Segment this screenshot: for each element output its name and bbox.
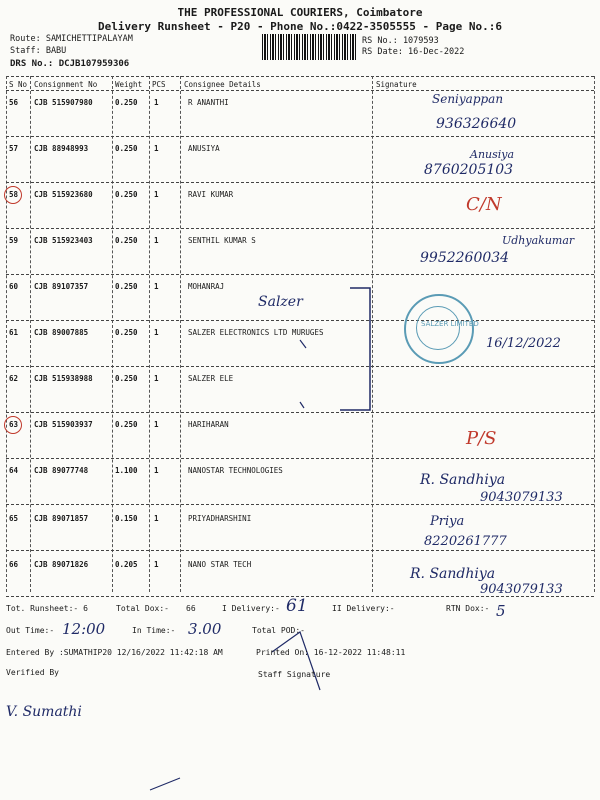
handwritten-phone: 9043079133: [480, 582, 563, 597]
row-consignment: CJB 515923403: [34, 236, 93, 245]
row-pcs: 1: [154, 514, 159, 523]
row-weight: 0.250: [115, 144, 138, 153]
col-consignee: Consignee Details: [184, 80, 261, 89]
handwritten-phone: 8220261777: [424, 534, 507, 549]
handwritten-signature: R. Sandhiya: [410, 566, 496, 582]
row-consignee: SALZER ELECTRONICS LTD MURUGES: [188, 328, 324, 337]
total-dox-value: 66: [186, 604, 196, 613]
row-sno: 65: [9, 514, 19, 523]
row-sno: 64: [9, 466, 19, 475]
row-pcs: 1: [154, 466, 159, 475]
row-consignee: HARIHARAN: [188, 420, 229, 429]
col-pcs: PCS: [152, 80, 166, 89]
row-weight: 0.150: [115, 514, 138, 523]
row-consignee: SALZER ELE: [188, 374, 234, 383]
row-weight: 0.250: [115, 282, 138, 291]
tot-runsheet: Tot. Runsheet:- 6: [6, 604, 88, 613]
row-pcs: 1: [154, 374, 159, 383]
i-delivery-value: 61: [286, 596, 308, 616]
row-consignment: CJB 515923680: [34, 190, 93, 199]
verifier-signature: V. Sumathi: [6, 704, 82, 720]
row-consignment: CJB 515903937: [34, 420, 93, 429]
out-time-label: Out Time:-: [6, 626, 55, 635]
row-sno: 58: [9, 190, 19, 199]
row-weight: 0.250: [115, 374, 138, 383]
row-pcs: 1: [154, 98, 159, 107]
in-time-value: 3.00: [188, 620, 222, 638]
row-consignee: RAVI KUMAR: [188, 190, 234, 199]
rs-number: RS No.: 1079593: [362, 36, 439, 46]
company-title: THE PROFESSIONAL COURIERS, Coimbatore: [177, 6, 423, 19]
handwritten-phone: 9043079133: [480, 490, 563, 505]
col-sno: S No: [9, 80, 28, 89]
row-weight: 0.250: [115, 236, 138, 245]
handwritten-signature: Seniyappan: [432, 92, 504, 106]
staff-signature-label: Staff Signature: [258, 670, 331, 679]
handwritten-signature: R. Sandhiya: [420, 472, 506, 488]
row-consignee: SENTHIL KUMAR S: [188, 236, 256, 245]
i-delivery-label: I Delivery:-: [222, 604, 280, 613]
handwritten-phone: 9952260034: [420, 250, 510, 266]
rtn-dox-label: RTN Dox:-: [446, 604, 490, 613]
row-consignment: CJB 89077748: [34, 466, 89, 475]
row-consignment: CJB 89107357: [34, 282, 89, 291]
company-stamp: [404, 294, 474, 364]
staff-label: Staff: BABU: [10, 46, 67, 56]
row-weight: 0.250: [115, 98, 138, 107]
handwritten-signature: Anusiya: [470, 148, 515, 161]
rtn-dox-value: 5: [496, 602, 506, 620]
row-sno: 62: [9, 374, 19, 383]
row-consignee: NANOSTAR TECHNOLOGIES: [188, 466, 283, 475]
row-pcs: 1: [154, 190, 159, 199]
row-consignee: MOHANRAJ: [188, 282, 225, 291]
row-sno: 59: [9, 236, 19, 245]
row-consignment: CJB 515938988: [34, 374, 93, 383]
row-consignment: CJB 89071826: [34, 560, 89, 569]
row-weight: 0.205: [115, 560, 138, 569]
handwritten-phone: 936326640: [436, 116, 517, 132]
row-sno: 57: [9, 144, 19, 153]
row-sno: 61: [9, 328, 19, 337]
row-consignee: PRIYADHARSHINI: [188, 514, 252, 523]
handwritten-note: Salzer: [258, 294, 303, 310]
row-consignment: CJB 515907980: [34, 98, 93, 107]
row-weight: 0.250: [115, 190, 138, 199]
drs-number: DRS No.: DCJB107959306: [10, 59, 130, 69]
handwritten-remark: C/N: [466, 194, 502, 215]
row-consignee: R ANANTHI: [188, 98, 229, 107]
handwritten-remark: P/S: [466, 428, 497, 449]
row-consignment: CJB 89071857: [34, 514, 89, 523]
rs-date: RS Date: 16-Dec-2022: [362, 47, 465, 57]
row-pcs: 1: [154, 328, 159, 337]
total-pod-label: Total POD:-: [252, 626, 305, 635]
col-weight: Weight: [115, 80, 143, 89]
ii-delivery-label: II Delivery:-: [332, 604, 395, 613]
row-weight: 0.250: [115, 420, 138, 429]
col-signature: Signature: [376, 80, 417, 89]
handwritten-phone: 8760205103: [424, 162, 514, 178]
runsheet-subtitle: Delivery Runsheet - P20 - Phone No.:0422-3505555 - Page No.:6: [98, 20, 502, 33]
verified-by-label: Verified By: [6, 668, 59, 677]
in-time-label: In Time:-: [132, 626, 176, 635]
col-consignment: Consignment No: [34, 80, 98, 89]
out-time-value: 12:00: [62, 620, 106, 638]
row-weight: 1.100: [115, 466, 138, 475]
printed-on: Printed On: 16-12-2022 11:48:11: [256, 648, 406, 657]
entered-by: Entered By :SUMATHIP20 12/16/2022 11:42:18 AM: [6, 648, 223, 657]
row-pcs: 1: [154, 236, 159, 245]
handwritten-signature: Udhyakumar: [502, 234, 575, 247]
row-weight: 0.250: [115, 328, 138, 337]
row-sno: 60: [9, 282, 19, 291]
total-dox-label: Total Dox:-: [116, 604, 169, 613]
row-pcs: 1: [154, 420, 159, 429]
row-sno: 63: [9, 420, 19, 429]
handwritten-signature: Priya: [430, 514, 465, 529]
handwritten-date: 16/12/2022: [486, 336, 561, 351]
row-sno: 56: [9, 98, 19, 107]
row-pcs: 1: [154, 560, 159, 569]
row-pcs: 1: [154, 282, 159, 291]
stamp-text: SALZER LIMITED: [421, 320, 479, 328]
row-consignment: CJB 88948993: [34, 144, 89, 153]
route-label: Route: SAMICHETTIPALAYAM: [10, 34, 133, 44]
row-consignment: CJB 89007885: [34, 328, 89, 337]
row-consignee: ANUSIYA: [188, 144, 220, 153]
row-consignee: NANO STAR TECH: [188, 560, 252, 569]
row-pcs: 1: [154, 144, 159, 153]
row-sno: 66: [9, 560, 19, 569]
